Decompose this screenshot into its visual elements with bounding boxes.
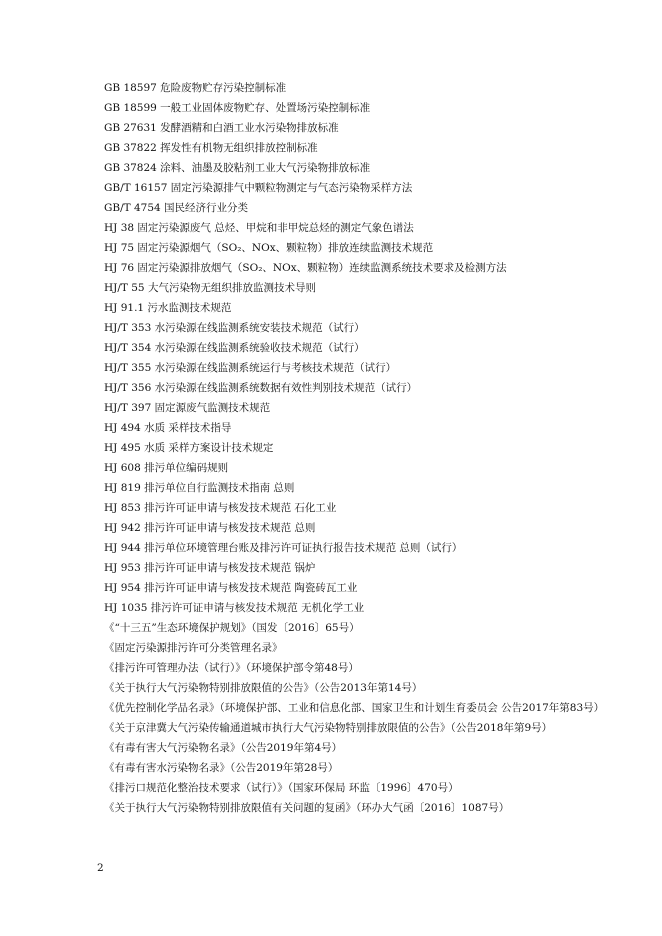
reference-item: 《“十三五”生态环境保护规划》（国发〔2016〕65号） [104,622,360,634]
reference-item: 《有毒有害大气污染物名录》（公告2019年第4号） [104,742,343,754]
reference-item: HJ 853 排污许可证申请与核发技术规范 石化工业 [104,502,337,514]
reference-item: HJ/T 55 大气污染物无组织排放监测技术导则 [104,282,316,294]
reference-item: HJ/T 354 水污染源在线监测系统验收技术规范（试行） [104,342,365,354]
reference-item: 《排污许可管理办法（试行）》（环境保护部令第48号） [104,662,359,674]
reference-item: 《关于执行大气污染物特别排放限值有关问题的复函》（环办大气函〔2016〕1087号） [104,802,510,814]
reference-item: HJ 75 固定污染源烟气（SO₂、NOx、颗粒物）排放连续监测技术规范 [104,242,434,254]
reference-item: HJ 76 固定污染源排放烟气（SO₂、NOx、颗粒物）连续监测系统技术要求及检测方法 [104,262,507,274]
reference-item: HJ 819 排污单位自行监测技术指南 总则 [104,482,295,494]
reference-list [80,78,620,818]
reference-item: GB/T 4754 国民经济行业分类 [104,202,249,214]
reference-item: 《关于执行大气污染物特别排放限值的公告》（公告2013年第14号） [104,682,423,694]
reference-item: HJ 495 水质 采样方案设计技术规定 [104,442,274,454]
page-number: 2 [97,862,104,874]
reference-item: 《排污口规范化整治技术要求（试行）》（国家环保局 环监〔1996〕470号） [104,782,459,794]
reference-item: GB 18599 一般工业固体废物贮存、处置场污染控制标准 [104,102,371,114]
reference-item: HJ 608 排污单位编码规则 [104,462,229,474]
reference-item: HJ/T 355 水污染源在线监测系统运行与考核技术规范（试行） [104,362,397,374]
reference-item: HJ 38 固定污染源废气 总烃、甲烷和非甲烷总烃的测定气象色谱法 [104,222,414,234]
reference-item: HJ 942 排污许可证申请与核发技术规范 总则 [104,522,316,534]
reference-item: HJ 953 排污许可证申请与核发技术规范 锅炉 [104,562,316,574]
reference-item: HJ 494 水质 采样技术指导 [104,422,232,434]
reference-item: GB/T 16157 固定污染源排气中颗粒物测定与气态污染物采样方法 [104,182,413,194]
reference-item: 《固定污染源排污许可分类管理名录》 [104,642,283,654]
reference-item: HJ/T 356 水污染源在线监测系统数据有效性判别技术规范（试行） [104,382,418,394]
reference-item: GB 37824 涂料、油墨及胶粘剂工业大气污染物排放标准 [104,162,371,174]
reference-item: HJ/T 353 水污染源在线监测系统安装技术规范（试行） [104,322,365,334]
reference-item: 《关于京津冀大气污染传输通道城市执行大气污染物特别排放限值的公告》（公告2018年第9号） [104,722,553,734]
reference-item: HJ 91.1 污水监测技术规范 [104,302,232,314]
reference-item: GB 18597 危险废物贮存污染控制标准 [104,82,287,94]
reference-item: HJ 954 排污许可证申请与核发技术规范 陶瓷砖瓦工业 [104,582,358,594]
reference-item: HJ 1035 排污许可证申请与核发技术规范 无机化学工业 [104,602,365,614]
reference-item: GB 37822 挥发性有机物无组织排放控制标准 [104,142,318,154]
reference-item: GB 27631 发酵酒精和白酒工业水污染物排放标准 [104,122,339,134]
reference-item: HJ 944 排污单位环境管理台账及排污许可证执行报告技术规范 总则（试行） [104,542,463,554]
reference-item: 《优先控制化学品名录》（环境保护部、工业和信息化部、国家卫生和计划生育委员会 公告2017年第83号） [104,702,605,714]
reference-item: 《有毒有害水污染物名录》（公告2019年第28号） [104,762,339,774]
reference-item: HJ/T 397 固定源废气监测技术规范 [104,402,271,414]
